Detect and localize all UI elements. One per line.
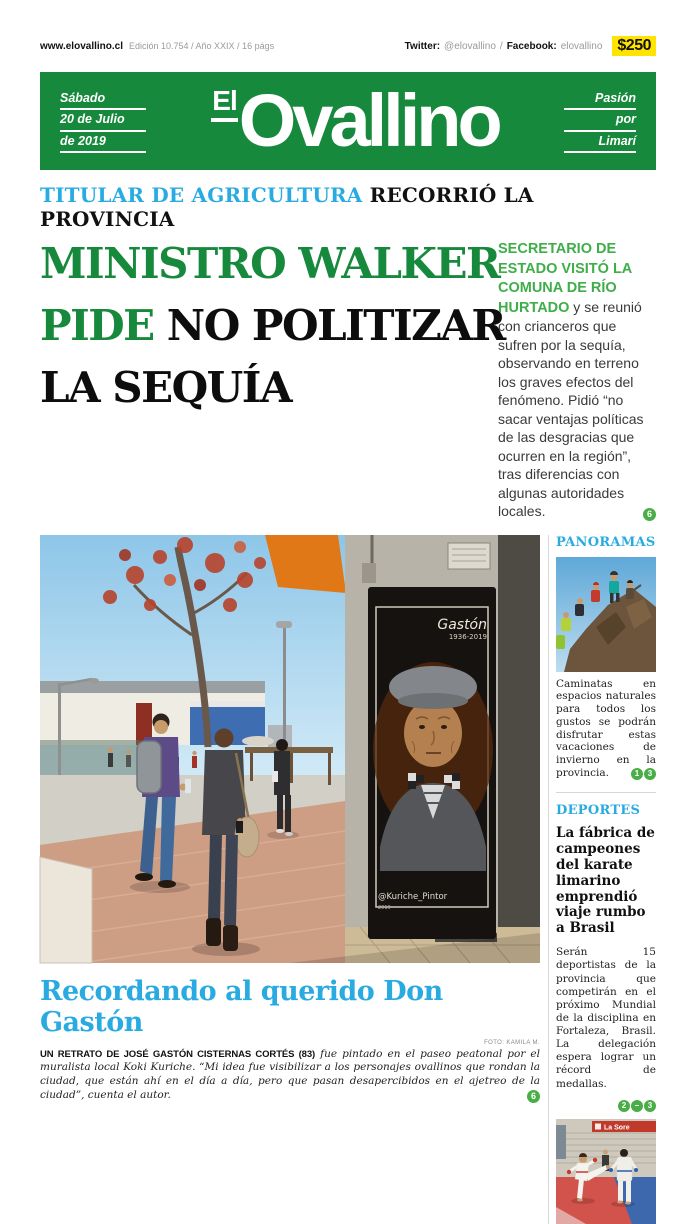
lead-row <box>40 233 656 523</box>
headline-line-2: PIDE NO POLITIZAR <box>40 301 505 350</box>
date-line-3: de 2019 <box>60 132 146 154</box>
kicker-rest: RECORRIÓ LA PROVINCIA <box>40 183 534 231</box>
facebook-handle: elovallino <box>560 40 603 52</box>
photo-story-paragraph <box>40 1048 540 1104</box>
page-badge: 2 <box>618 1100 630 1112</box>
newspaper-logo <box>146 77 564 165</box>
kicker-highlight: TITULAR DE AGRICULTURA <box>40 183 370 207</box>
deportes-page-badges <box>556 1100 656 1112</box>
panoramas-page-badges <box>629 768 656 780</box>
mural-signature-year: 2019 <box>378 904 391 911</box>
panoramas-caption: Caminatas en espacios naturales para todos los gustos se podrán disfrutar estas vacaciones de invierno en la provincia. 1 3 <box>556 677 656 780</box>
masthead <box>40 72 656 170</box>
backpack <box>137 741 161 793</box>
mural-signature-text: @Kuriche_Pintor <box>378 891 448 902</box>
photo-story-body: fue pintado en el paseo peatonal por el muralista local Koki Kuriche. “Mi idea fue visibilizar a los personajes ovallinos que rondan la ciudad, que están ahí en el día a día, pero que pasan desapercibidos en el ajetreo de la ciudad”, cuenta el autor. <box>40 1047 540 1102</box>
deportes-headline: La fábrica de campeones del karate limarino emprendió viaje rumbo a Brasil <box>556 824 655 937</box>
logo-el: El <box>211 85 237 122</box>
facebook-label: Facebook: <box>506 40 557 52</box>
sidebar <box>556 535 656 1224</box>
motto-line-3: Limarí <box>564 132 636 154</box>
newspaper-front-page <box>0 36 696 1132</box>
street-mural-photo <box>40 535 540 963</box>
site-url: www.elovallino.cl <box>40 40 123 52</box>
main-headline <box>40 233 505 523</box>
page-badge: 3 <box>644 1100 656 1112</box>
date-line-1: Sábado <box>60 89 146 111</box>
logo-name: Ovallino <box>238 79 499 162</box>
brief-body: y se reunió con crianceros que sufren por la sequía, observando en terreno los graves efectos del fenómeno. Pidió “no sacar ventajas políticas de las desgracias que ocurren en la región”, tras diferencias con algunas autoridades locales. <box>498 298 644 519</box>
mural-title-text: Gastón <box>437 616 487 633</box>
masthead-motto <box>564 89 636 154</box>
market-umbrella <box>242 736 274 746</box>
gaston-mural <box>368 587 496 939</box>
planter-box <box>40 857 92 963</box>
twitter-handle: @elovallino <box>444 40 496 52</box>
photo-credit: FOTO: KAMILA M. <box>484 1039 540 1046</box>
column-divider <box>548 535 549 1224</box>
page-badge: 6 <box>643 508 656 521</box>
sidebar-divider <box>556 792 656 793</box>
motto-line-2: por <box>564 110 636 132</box>
air-conditioner <box>448 543 490 569</box>
photo-story-heading: Recordando al querido Don Gastón <box>40 975 443 1038</box>
twitter-label: Twitter: <box>404 40 441 52</box>
topbar-right <box>405 36 656 56</box>
kicker <box>40 183 656 231</box>
page-badge: 1 <box>631 768 643 780</box>
deportes-body: Serán 15 deportistas de la provincia que competirán en el próximo Mundial de la disciplina en Fortaleza, Brasil. La delegación espera lograr un récord de medallas. <box>556 946 656 1090</box>
masthead-date <box>60 89 146 154</box>
gym-banner-text: La Sore <box>604 1124 630 1132</box>
headline-line-3: LA SEQUÍA <box>40 363 292 412</box>
price-badge: $250 <box>612 36 656 56</box>
motto-line-1: Pasión <box>564 89 636 111</box>
panoramas-label: PANORAMAS <box>556 534 656 550</box>
edition-info: Edición 10.754 / Año XXIX / 16 págs <box>128 40 275 51</box>
karate-photo <box>556 1119 656 1224</box>
top-info-bar <box>40 36 656 56</box>
photo-story-lead: UN RETRATO DE JOSÉ GASTÓN CISTERNAS CORTÉS (83) <box>40 1048 316 1060</box>
page-badge: 6 <box>527 1090 540 1103</box>
hikers-photo <box>556 557 656 672</box>
brief-lead: SECRETARIO DE ESTADO VISITÓ LA COMUNA DE RÍO HURTADO <box>498 241 632 316</box>
deportes-label: DEPORTES <box>556 802 641 818</box>
topbar-left <box>40 41 274 52</box>
news-brief <box>498 239 656 523</box>
separator-slash: / <box>499 40 503 52</box>
date-line-2: 20 de Julio <box>60 110 146 132</box>
mural-years-text: 1936-2019 <box>448 632 487 641</box>
headline-line-1: MINISTRO WALKER <box>40 239 500 288</box>
page-badge: 3 <box>644 768 656 780</box>
page-badge: – <box>631 1100 643 1112</box>
main-photo-column <box>40 535 540 1224</box>
main-row <box>40 535 656 1224</box>
